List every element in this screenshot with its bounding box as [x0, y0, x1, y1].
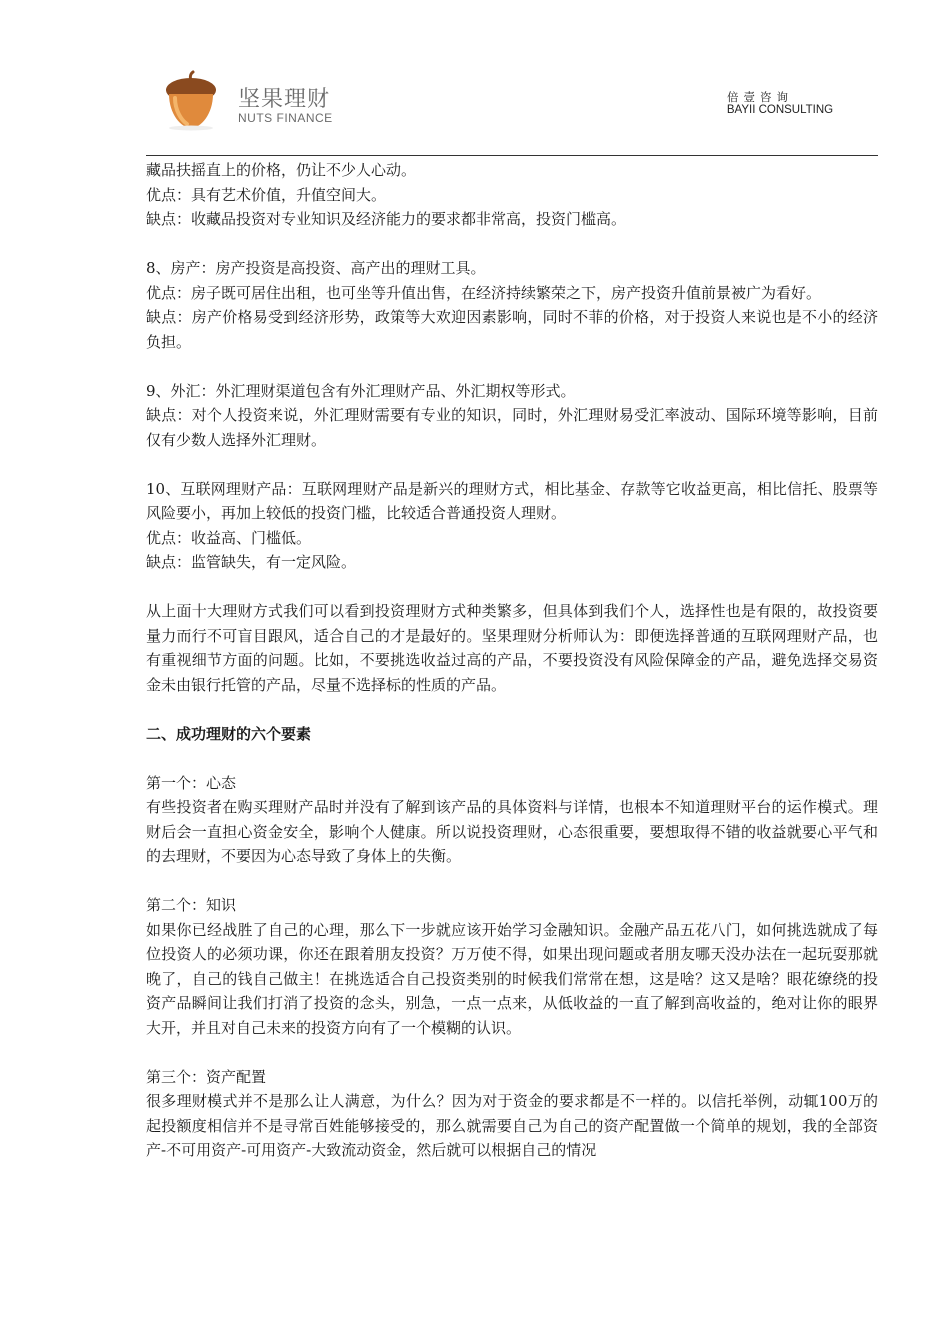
paragraph: 缺点：对个人投资来说，外汇理财需要有专业的知识，同时，外汇理财易受汇率波动、国际环境等影响，目前仅有少数人选择外汇理财。 — [146, 406, 878, 449]
section-heading: 二、成功理财的六个要素 — [146, 724, 312, 743]
paragraph: 有些投资者在购买理财产品时并没有了解到该产品的具体资料与详情，也根本不知道理财平台的运作模式。理财后会一直担心资金安全，影响个人健康。所以说投资理财，心态很重要，要想取得不错的收益就要心平气和的去理财，不要因为心态导致了身体上的失衡。 — [146, 798, 878, 865]
paragraph: 9、外汇：外汇理财渠道包含有外汇理财产品、外汇期权等形式。 — [146, 381, 576, 400]
paragraph: 优点：房子既可居住出租，也可坐等升值出售，在经济持续繁荣之下，房产投资升值前景被广为看好。 — [146, 283, 822, 302]
paragraph: 缺点：监管缺失，有一定风险。 — [146, 553, 357, 571]
paragraph: 藏品扶摇直上的价格，仍让不少人心动。 — [146, 161, 417, 179]
acorn-logo-icon — [163, 70, 219, 132]
paragraph: 优点：收益高、门槛低。 — [146, 528, 312, 547]
subsection-title: 第一个：心态 — [146, 773, 237, 792]
brand-name-cn: 坚果理财 — [238, 87, 331, 112]
paragraph: 很多理财模式并不是那么让人满意，为什么？因为对于资金的要求都是不一样的。以信托举例，动辄100万的起投额度相信并不是寻常百姓能够接受的，那么就需要自己为自己的资产配置做一个简单的规划，我的全部资产-不可用资产-可用资产-大致流动资金，然后就可以根据自己的情况 — [146, 1092, 878, 1159]
document-body — [146, 158, 878, 1163]
header-divider — [146, 155, 878, 156]
brand-name-en: NUTS FINANCE — [238, 111, 333, 125]
paragraph: 8、房产：房产投资是高投资、高产出的理财工具。 — [146, 259, 486, 277]
paragraph: 10、互联网理财产品：互联网理财产品是新兴的理财方式，相比基金、存款等它收益更高，相比信托、股票等风险要小，再加上较低的投资门槛，比较适合普通投资人理财。 — [146, 479, 878, 522]
paragraph: 优点：具有艺术价值，升值空间大。 — [146, 185, 387, 204]
paragraph: 从上面十大理财方式我们可以看到投资理财方式种类繁多，但具体到我们个人，选择性也是有限的，故投资要量力而行不可盲目跟风，适合自己的才是最好的。坚果理财分析师认为：即便选择普通的互联网理财产品，也有重视细节方面的问题。比如，不要挑选收益过高的产品，不要投资没有风险保障金的产品，避免选择交易资金未由银行托管的产品，尽量不选择标的性质的产品。 — [146, 602, 878, 694]
subsection-title: 第三个：资产配置 — [146, 1067, 267, 1086]
page-header — [0, 0, 950, 160]
paragraph: 缺点：房产价格易受到经济形势，政策等大欢迎因素影响，同时不菲的价格，对于投资人来说也是不小的经济负担。 — [146, 308, 878, 351]
paragraph: 缺点：收藏品投资对专业知识及经济能力的要求都非常高，投资门槛高。 — [146, 210, 627, 228]
subsection-title: 第二个：知识 — [146, 896, 237, 914]
paragraph: 如果你已经战胜了自己的心理，那么下一步就应该开始学习金融知识。金融产品五花八门，如何挑选就成了每位投资人的必须功课，你还在跟着朋友投资？万万使不得，如果出现问题或者朋友哪天没办法在一起玩耍那就晚了，自己的钱自己做主！在挑选适合自己投资类别的时候我们常常在想，这是啥？这又是啥？眼花缭绕的投资产品瞬间让我们打消了投资的念头，别急，一点一点来，从低收益的一直了解到高收益的，绝对让你的眼界大开，并且对自己未来的投资方向有了一个模糊的认识。 — [146, 920, 878, 1037]
consulting-name-cn: 倍壹咨询 — [727, 90, 793, 104]
consulting-name-en: BAYII CONSULTING — [726, 104, 834, 116]
